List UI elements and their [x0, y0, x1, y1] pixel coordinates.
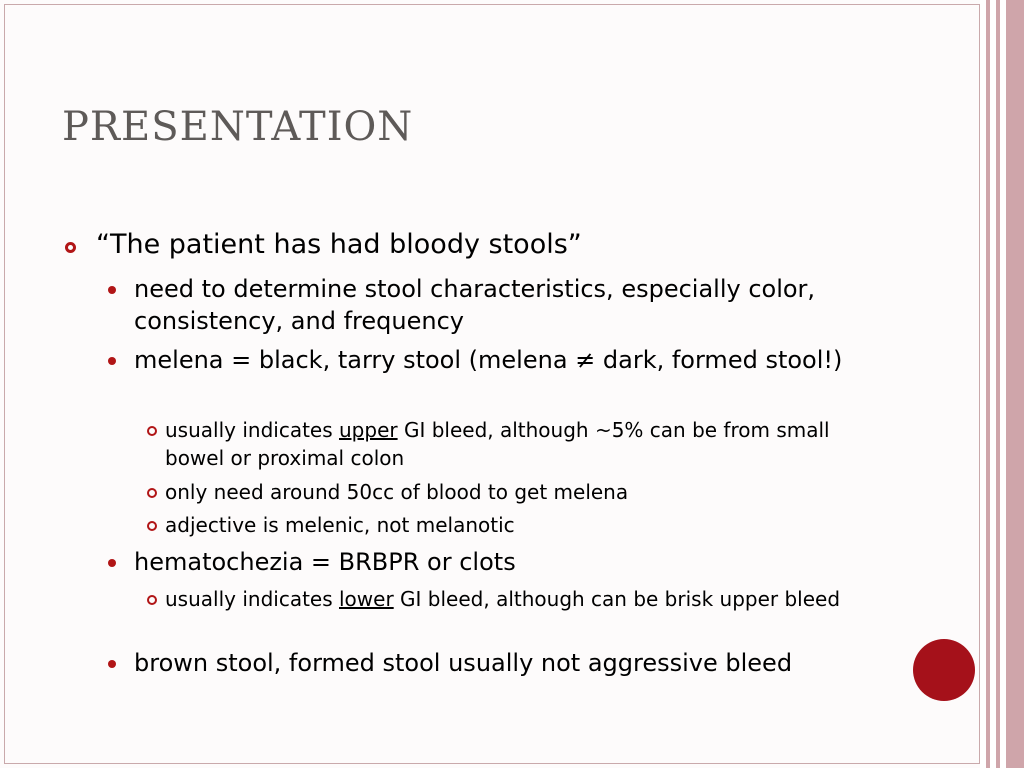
ring-bullet-icon — [147, 488, 157, 498]
bullet-level2: brown stool, formed stool usually not aggressive bleed — [134, 649, 793, 677]
underlined-word: upper — [339, 418, 398, 442]
dot-bullet-icon — [108, 660, 116, 668]
ring-bullet-icon — [65, 242, 76, 253]
slide-title: PRESENTATION — [62, 104, 414, 150]
bullet-level3: adjective is melenic, not melanotic — [165, 513, 515, 537]
ring-bullet-icon — [147, 521, 157, 531]
bullet-level2: need to determine stool characteristics, especially color, consistency, and frequency — [134, 275, 816, 335]
text-run: usually indicates — [165, 418, 339, 442]
bullet-level3 — [165, 416, 865, 472]
bullet-level2: hematochezia = BRBPR or clots — [134, 548, 516, 576]
decor-circle — [913, 639, 975, 701]
bullet-level3: only need around 50cc of blood to get melena — [165, 480, 629, 504]
bullet-level1: “The patient has had bloody stools” — [96, 229, 582, 260]
decor-stripe — [1006, 0, 1024, 768]
bullet-level3 — [165, 585, 865, 613]
text-run: GI bleed, although ~5% can be from small bowel or proximal colon — [165, 418, 830, 470]
dot-bullet-icon — [108, 286, 116, 294]
dot-bullet-icon — [108, 357, 116, 365]
dot-bullet-icon — [108, 559, 116, 567]
ring-bullet-icon — [147, 595, 157, 605]
underlined-word: lower — [339, 587, 394, 611]
bullet-level2: melena = black, tarry stool (melena ≠ dark, formed stool!) — [134, 346, 843, 374]
text-run: GI bleed, although can be brisk upper bleed — [393, 587, 841, 611]
text-run: usually indicates — [165, 587, 339, 611]
ring-bullet-icon — [147, 426, 157, 436]
